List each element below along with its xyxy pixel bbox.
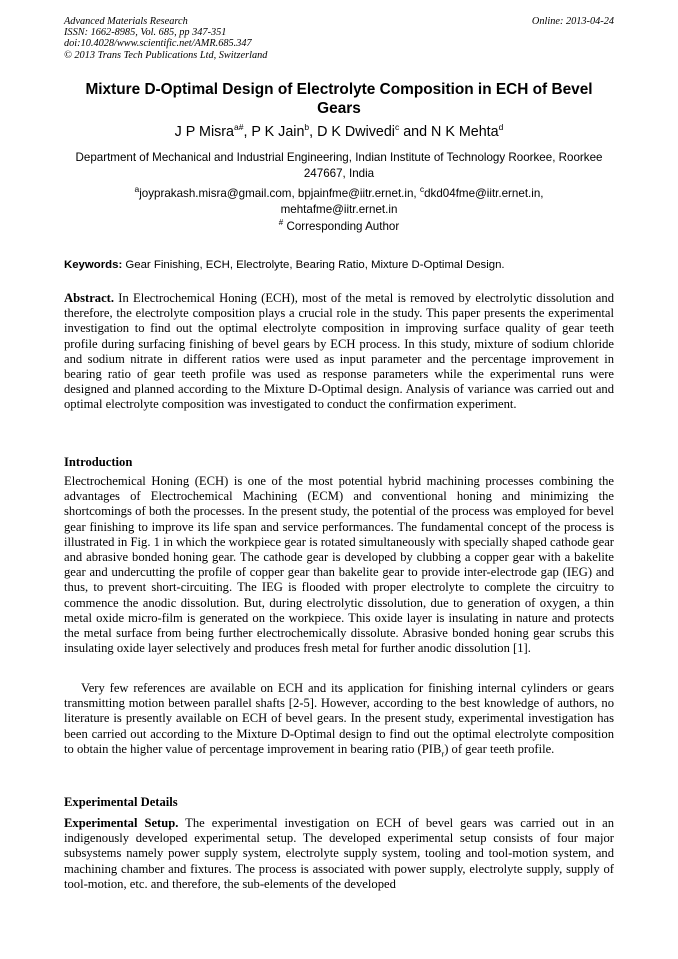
author-marker: c bbox=[394, 122, 400, 133]
issn-line: ISSN: 1662-8985, Vol. 685, pp 347-351 bbox=[64, 27, 227, 39]
paragraph-text: ) of gear teeth profile. bbox=[444, 741, 555, 756]
subscript: r bbox=[441, 748, 445, 759]
paragraph-text: Very few references are available on ECH and its application for finishing internal cylinders or gears transmitting motion between parallel shafts [2-5]. However, according to the best knowledge of authors, no literature is presently available on ECH of bevel gears. In the present study, experimental investigation has been carried out according to the Mixture D-Optimal design to find out the optimal electrolyte composition to obtain the higher value of percentage improvement in bearing ratio (PIB bbox=[64, 681, 614, 756]
author-marker: a# bbox=[234, 122, 244, 133]
author-separator: , bbox=[309, 124, 318, 140]
author-list bbox=[64, 124, 614, 141]
journal-header bbox=[64, 16, 267, 61]
email-marker: a bbox=[134, 184, 140, 195]
author-name: N K Mehta bbox=[431, 124, 499, 140]
abstract-text: In Electrochemical Honing (ECH), most of the metal is removed by electrolytic dissolution and therefore, the electrolyte composition plays a crucial role in the study. This paper presents the experimental investigation to find out the optimal electrolyte composition in improving surface quality of gear teeth profile during surfacing finishing of bevel gears by ECH process. In this study, mixture of sodium chloride and sodium nitrate in different ratios were used as input parameter and the percentage improvement in bearing ratio of gear teeth profile was used as response parameters while the experimental runs were designed and planned according to the Mixture D-Optimal design. Analysis of variance was carried out and optimal electrolyte composition was investigated to conduct the confirmation experiment. bbox=[64, 291, 614, 412]
corresponding-author-note bbox=[64, 219, 614, 235]
keywords-text: Gear Finishing, ECH, Electrolyte, Bearing Ratio, Mixture D-Optimal Design. bbox=[122, 259, 505, 271]
abstract-label: Abstract. bbox=[64, 291, 115, 305]
experimental-setup-label: Experimental Setup. bbox=[64, 816, 179, 830]
email-text: dkd04fme@iitr.ernet.in, bbox=[424, 187, 544, 200]
author-name: P K Jain bbox=[251, 124, 305, 140]
keywords-label: Keywords: bbox=[64, 259, 123, 271]
journal-name: Advanced Materials Research bbox=[64, 16, 188, 27]
experimental-heading: Experimental Details bbox=[64, 795, 178, 809]
author-name: D K Dwivedi bbox=[317, 124, 395, 140]
abstract bbox=[64, 291, 614, 413]
experimental-setup-paragraph bbox=[64, 816, 614, 892]
email-marker: c bbox=[419, 184, 425, 195]
copyright-line: © 2013 Trans Tech Publications Ltd, Switzerland bbox=[64, 49, 268, 61]
affiliation: Department of Mechanical and Industrial Engineering, Indian Institute of Technology Roorkee, Roorkee 247667, India bbox=[75, 151, 603, 180]
introduction-heading: Introduction bbox=[64, 455, 133, 469]
author-separator: , bbox=[243, 124, 252, 140]
doi-line: doi:10.4028/www.scientific.net/AMR.685.347 bbox=[64, 38, 252, 50]
author-marker: d bbox=[498, 122, 504, 133]
author-name: J P Misra bbox=[174, 124, 234, 140]
experimental-setup-text: The experimental investigation on ECH of bevel gears was carried out in an indigenously developed experimental setup. The developed experimental setup consists of four major subsystems namely power supply system, electrolyte supply system, tooling and tool-motion system, and machining chamber and fixtures. The process is associated with power supply, electrolyte supply, supply of tool-motion, etc. and therefore, the sub-elements of the developed bbox=[64, 816, 614, 891]
corresponding-text: Corresponding Author bbox=[283, 220, 400, 233]
corresponding-marker: # bbox=[278, 218, 284, 228]
keywords bbox=[64, 258, 614, 272]
email-block bbox=[64, 186, 614, 218]
email-text: joyprakash.misra@gmail.com, bpjainfme@iitr.ernet.in, bbox=[139, 187, 420, 200]
introduction-paragraph-2 bbox=[64, 681, 614, 757]
introduction-paragraph-1: Electrochemical Honing (ECH) is one of the most potential hybrid machining processes combining the advantages of Electrochemical Machining (ECM) and conventional honing and minimizing the shortcomings of both the processes. In the present study, the potential of the process was employed for bevel gear finishing to improve its life span and service performances. The fundamental concept of the process is illustrated in Fig. 1 in which the workpiece gear is rotated simultaneously with specially shaped cathode gear and abrasive bonded honing gear. The cathode gear is developed by clubbing a copper gear with a bakelite gear and undercutting the profile of copper gear than bakelite gear to provide inter-electrode gap (IEG) and thus, to prevent short-circuiting. The IEG is flooded with proper electrolyte to complete the circuitry to commence the anodic dissolution. But, during electrolytic dissolution, due to generation of oxygen, a thin metal oxide micro-film is generated on the workpiece. This oxide layer is insulating in nature and protects the metal surface from being further electrochemically dissolute. Abrasive bonded honing gear scrubs this insulating oxide layer selectively and produces fresh metal for further anodic dissolution [1]. bbox=[64, 474, 614, 656]
author-separator: and bbox=[399, 124, 432, 140]
online-date: Online: 2013-04-24 bbox=[531, 16, 614, 27]
email-text: mehtafme@iitr.ernet.in bbox=[280, 203, 398, 216]
author-marker: b bbox=[304, 122, 310, 133]
paper-title: Mixture D-Optimal Design of Electrolyte Composition in ECH of Bevel Gears bbox=[85, 81, 593, 117]
